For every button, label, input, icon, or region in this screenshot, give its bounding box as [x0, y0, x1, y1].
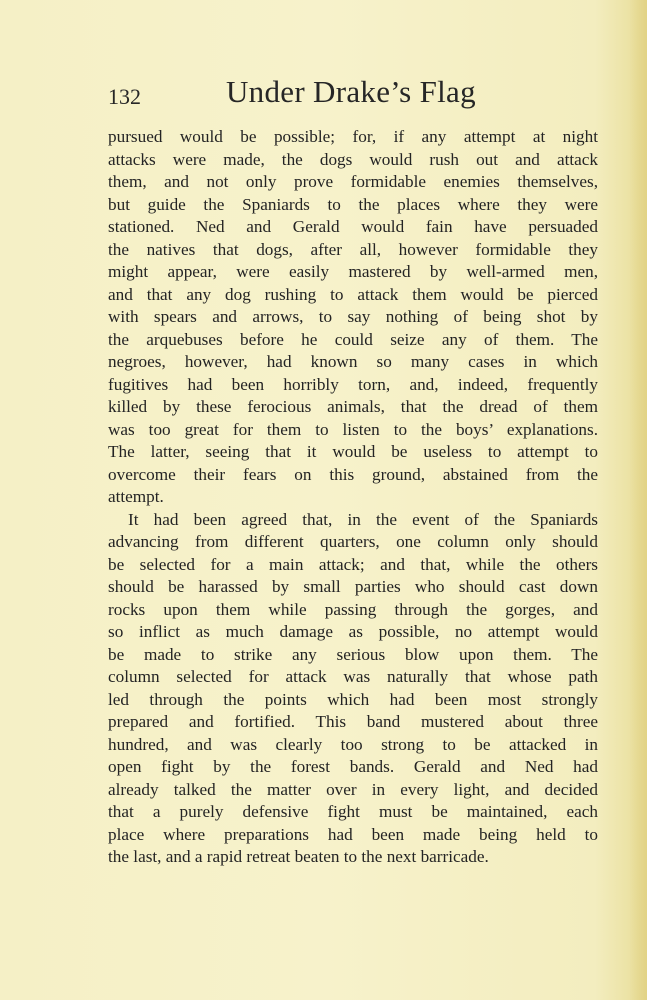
text-line: was too great for them to listen to the boys’ explanations.: [108, 419, 598, 439]
text-line: negroes, however, had known so many cases in which: [108, 352, 598, 371]
text-line: place where preparations had been made being held to: [108, 824, 598, 844]
text-line: overcome their fears on this ground, abstained from the: [108, 464, 598, 484]
text-line: and that any dog rushing to attack them would be pierced: [108, 284, 598, 304]
text-line: attacks were made, the dogs would rush out and attack: [108, 149, 598, 169]
paragraph-1: [108, 126, 598, 509]
text-line: prepared and fortified. This band mustered about three: [108, 712, 598, 731]
text-line: be made to strike any serious blow upon them. The: [108, 644, 598, 664]
text-line: rocks upon them while passing through the gorges, and: [108, 599, 598, 619]
text-line: open fight by the forest bands. Gerald and Ned had: [108, 757, 598, 776]
text-line: advancing from different quarters, one column only should: [108, 532, 598, 551]
body-text: [108, 126, 598, 869]
text-line: so inflict as much damage as possible, no attempt would: [108, 622, 598, 641]
text-line: but guide the Spaniards to the places where they were: [108, 194, 598, 214]
text-line: them, and not only prove formidable enemies themselves,: [108, 172, 598, 191]
text-line: attempt.: [108, 487, 164, 506]
paragraph-2: [108, 509, 598, 869]
text-line: the arquebuses before he could seize any of them. The: [108, 329, 598, 349]
text-line: might appear, were easily mastered by well-armed men,: [108, 262, 598, 281]
text-line: led through the points which had been most strongly: [108, 689, 598, 709]
page-number: 132: [108, 84, 141, 109]
text-line: the natives that dogs, after all, however formidable they: [108, 239, 598, 259]
page-header: [108, 74, 598, 114]
text-line: fugitives had been horribly torn, and, indeed, frequently: [108, 374, 598, 394]
text-line: It had been agreed that, in the event of the Spaniards: [128, 509, 598, 529]
text-line: should be harassed by small parties who should cast down: [108, 577, 598, 596]
text-line: killed by these ferocious animals, that the dread of them: [108, 397, 598, 416]
text-line: with spears and arrows, to say nothing of being shot by: [108, 307, 598, 326]
text-line: The latter, seeing that it would be useless to attempt to: [108, 442, 598, 461]
text-line: column selected for attack was naturally that whose path: [108, 667, 598, 686]
running-title: Under Drake’s Flag: [226, 74, 476, 109]
text-line: be selected for a main attack; and that, while the others: [108, 554, 598, 574]
text-line: the last, and a rapid retreat beaten to the next barricade.: [108, 847, 489, 866]
text-line: hundred, and was clearly too strong to be attacked in: [108, 734, 598, 754]
text-line: stationed. Ned and Gerald would fain have persuaded: [108, 217, 598, 236]
text-line: pursued would be possible; for, if any attempt at night: [108, 127, 598, 146]
text-line: already talked the matter over in every light, and decided: [108, 779, 598, 799]
text-line: that a purely defensive fight must be maintained, each: [108, 802, 598, 821]
